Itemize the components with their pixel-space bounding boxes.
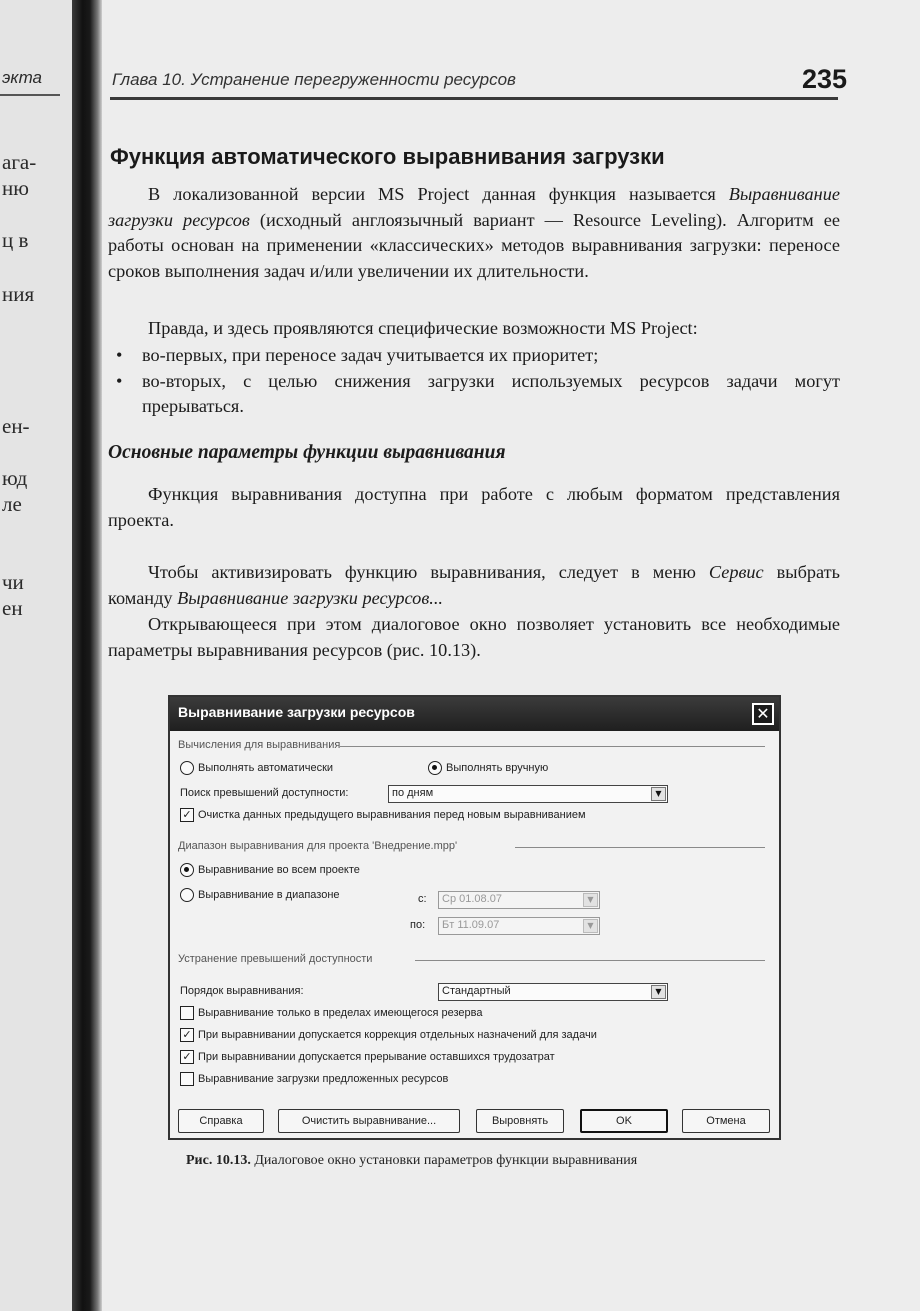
search-dropdown[interactable] <box>388 785 668 803</box>
figure-caption <box>186 1153 637 1169</box>
order-dropdown[interactable] <box>438 983 668 1001</box>
paragraph-availability-text: Функция выравнивания доступна при работе с любым форматом представления проекта. <box>108 484 840 530</box>
clear-previous-checkbox[interactable]: ✓ <box>180 808 194 822</box>
resolve-group-label: Устранение превышений доступности <box>178 953 373 965</box>
book-page <box>102 0 920 1311</box>
previous-page-fragment: ц в <box>2 228 29 252</box>
help-button[interactable]: Справка <box>178 1109 264 1133</box>
cancel-button[interactable]: Отмена <box>682 1109 770 1133</box>
previous-page-fragment: ен- <box>2 414 30 438</box>
from-label: с: <box>418 893 427 905</box>
ok-button[interactable]: OK <box>580 1109 668 1133</box>
paragraph-dialog-intro <box>108 612 840 663</box>
dialog-title-bar <box>170 697 779 731</box>
paragraph-intro-start: В локализованной версии MS Project данная функция называется <box>148 184 729 204</box>
section-title: Функция автоматического выравнивания загрузки <box>110 144 665 169</box>
clear-previous-label: Очистка данных предыдущего выравнивания перед новым выравниванием <box>198 809 586 821</box>
close-icon[interactable]: ✕ <box>752 703 774 725</box>
adjust-assignments-checkbox[interactable]: ✓ <box>180 1028 194 1042</box>
paragraph-dialog-intro-text: Открывающееся при этом диалоговое окно позволяет установить все необходимые параметры выравнивания ресурсов (рис. 10.13). <box>108 614 840 660</box>
running-head: Глава 10. Устранение перегруженности ресурсов <box>112 70 516 89</box>
chevron-down-icon[interactable]: ▼ <box>651 787 666 801</box>
paragraph-activation-start: Чтобы активизировать функцию выравнивания, следует в меню <box>148 562 709 582</box>
split-work-checkbox[interactable]: ✓ <box>180 1050 194 1064</box>
group-divider <box>415 960 765 961</box>
page-number: 235 <box>802 64 848 94</box>
previous-page-fragment: ния <box>2 282 35 306</box>
previous-page-fragment: юд <box>2 466 28 490</box>
range-group-label: Диапазон выравнивания для проекта 'Внедрение.mpp' <box>178 840 458 852</box>
paragraph-activation-mid: выбрать команду <box>108 562 840 608</box>
feature-list-item: • во-первых, при переносе задач учитывается их приоритет; <box>108 343 840 369</box>
group-divider <box>515 847 765 848</box>
from-date-value: Ср 01.08.07 <box>442 893 502 905</box>
split-work-label: При выравнивании допускается прерывание оставшихся трудозатрат <box>198 1051 555 1063</box>
previous-page-fragment: ен <box>2 596 23 620</box>
chevron-down-icon[interactable]: ▼ <box>651 985 666 999</box>
to-label: по: <box>410 919 426 931</box>
paragraph-features-text: Правда, и здесь проявляются специфические возможности MS Project: <box>148 318 698 338</box>
search-label: Поиск превышений доступности: <box>180 787 349 799</box>
radio-auto[interactable] <box>180 761 194 775</box>
order-value: Стандартный <box>442 985 511 997</box>
radio-manual[interactable] <box>428 761 442 775</box>
leveling-dialog <box>168 695 781 1140</box>
figure-caption-text: Диалоговое окно установки параметров функции выравнивания <box>250 1153 638 1168</box>
chevron-down-icon[interactable]: ▼ <box>583 893 598 907</box>
to-date-field[interactable] <box>438 917 600 935</box>
calc-group-label: Вычисления для выравнивания <box>178 739 341 751</box>
paragraph-intro <box>108 182 840 284</box>
radio-manual-label: Выполнять вручную <box>446 762 549 774</box>
book-gutter <box>72 0 102 1311</box>
paragraph-intro-term: Выравнивание загрузки ресурсов <box>108 184 840 230</box>
previous-page-header: экта <box>2 68 43 87</box>
figure-label: Рис. 10.13. <box>186 1153 251 1168</box>
adjust-assignments-label: При выравнивании допускается коррекция отдельных назначений для задачи <box>198 1029 597 1041</box>
previous-page-edge <box>0 0 72 1311</box>
slack-only-label: Выравнивание только в пределах имеющегося резерва <box>198 1007 483 1019</box>
paragraph-features <box>108 316 840 342</box>
paragraph-availability <box>108 482 840 533</box>
from-date-field[interactable] <box>438 891 600 909</box>
chevron-down-icon[interactable]: ▼ <box>583 919 598 933</box>
paragraph-activation <box>108 560 840 611</box>
previous-page-fragment: ага- <box>2 150 37 174</box>
feature-list <box>108 343 840 420</box>
search-value: по дням <box>392 787 434 799</box>
previous-page-fragment: чи <box>2 570 24 594</box>
header-rule <box>110 97 838 100</box>
order-label: Порядок выравнивания: <box>180 985 304 997</box>
slack-only-checkbox[interactable] <box>180 1006 194 1020</box>
radio-auto-label: Выполнять автоматически <box>198 762 334 774</box>
previous-page-fragment: ле <box>2 492 22 516</box>
command-name: Выравнивание загрузки ресурсов... <box>177 587 443 608</box>
proposed-resources-label: Выравнивание загрузки предложенных ресурсов <box>198 1073 449 1085</box>
level-now-button[interactable]: Выровнять <box>476 1109 564 1133</box>
menu-name: Сервис <box>708 562 764 582</box>
paragraph-intro-end: (исходный англоязычный вариант — Resource Leveling). Алгоритм ее работы основан на применении «классических» методов выравнивания загрузки: переносе сроков выполнения задач и/или увеличении их длительности. <box>108 209 840 281</box>
radio-range[interactable] <box>180 888 194 902</box>
proposed-resources-checkbox[interactable] <box>180 1072 194 1086</box>
subheading: Основные параметры функции выравнивания <box>108 442 506 463</box>
dialog-title: Выравнивание загрузки ресурсов <box>178 704 415 720</box>
previous-page-rule <box>0 94 60 96</box>
to-date-value: Бт 11.09.07 <box>442 919 500 931</box>
radio-whole-project-label: Выравнивание во всем проекте <box>198 864 360 876</box>
feature-list-item: • во-вторых, с целью снижения загрузки используемых ресурсов задачи могут прерываться. <box>108 369 840 420</box>
group-divider <box>340 746 765 747</box>
radio-range-label: Выравнивание в диапазоне <box>198 889 340 901</box>
previous-page-fragment: ню <box>2 176 29 200</box>
radio-whole-project[interactable] <box>180 863 194 877</box>
clear-leveling-button[interactable]: Очистить выравнивание... <box>278 1109 460 1133</box>
